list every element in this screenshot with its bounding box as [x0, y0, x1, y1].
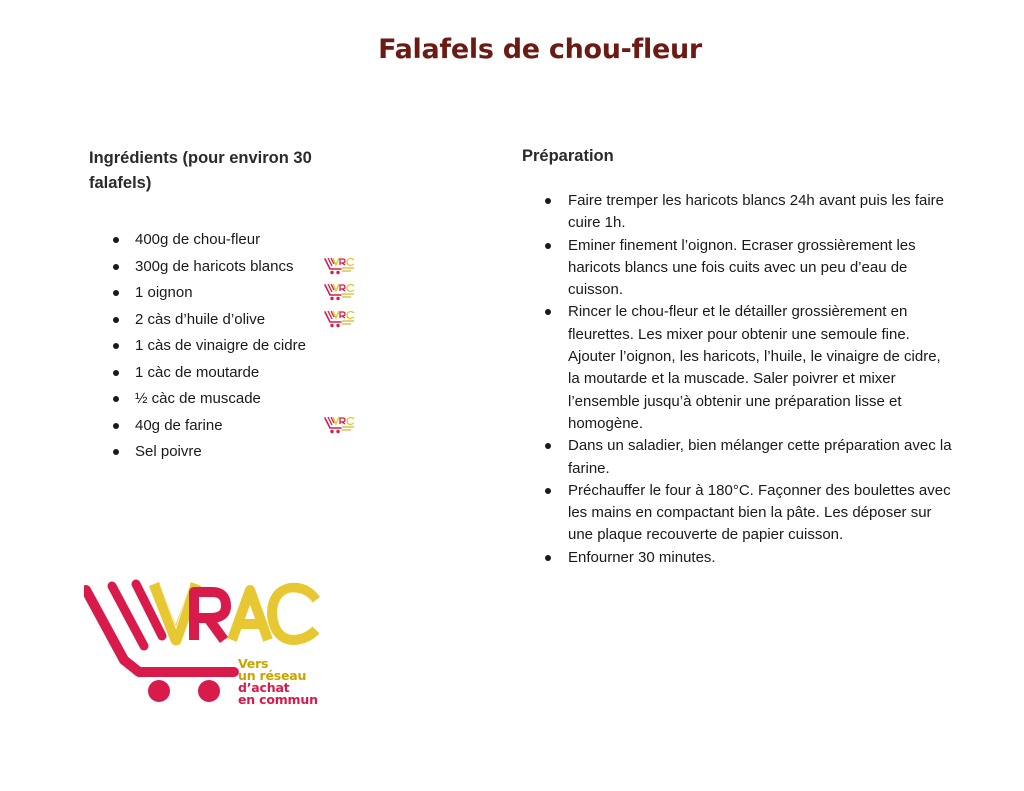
ingredient-text: 40g de farine	[135, 416, 223, 434]
ingredient-item	[112, 388, 312, 410]
bullet-icon	[113, 264, 119, 270]
ingredient-text: 1 oignon	[135, 284, 193, 301]
preparation-steps-list	[544, 190, 954, 569]
ingredient-item	[112, 256, 312, 278]
bullet-icon	[545, 243, 551, 249]
step-text: Rincer le chou-fleur et le détailler grossièrement en fleurettes. Les mixer pour obtenir une semoule fine. Ajouter l’oignon, les haricots, l’huile, le vinaigre de cidre, la moutarde et la muscade. Saler poivrer et mixer l’ensemble jusqu’à obtenir une préparation lisse et homogène.	[568, 303, 941, 432]
ingredient-text: 400g de chou-fleur	[135, 231, 261, 248]
ingredients-heading: Ingrédients (pour environ 30 falafels)	[89, 149, 312, 192]
logo-tagline	[238, 658, 318, 706]
ingredient-item	[112, 362, 312, 384]
logo-tagline-line: d’achat	[238, 680, 290, 695]
bullet-icon	[113, 317, 119, 323]
preparation-step	[544, 235, 954, 302]
bullet-icon	[545, 309, 551, 315]
vrac-mini-logo-icon	[324, 282, 356, 302]
ingredient-item	[112, 441, 312, 463]
step-text: Enfourner 30 minutes.	[568, 548, 716, 566]
page-title: Falafels de chou-fleur	[378, 34, 702, 65]
ingredient-text: ½ càc de muscade	[135, 390, 261, 407]
ingredient-text: 1 càs de vinaigre de cidre	[135, 337, 306, 354]
ingredient-item	[112, 415, 312, 437]
preparation-step	[544, 547, 954, 569]
ingredient-text: Sel poivre	[135, 443, 202, 460]
preparation-step	[544, 435, 954, 480]
vrac-mini-logo-icon	[324, 415, 356, 435]
ingredient-item	[112, 229, 312, 251]
ingredient-text: 300g de haricots blancs	[135, 257, 294, 275]
bullet-icon	[113, 449, 119, 455]
step-text: Eminer finement l’oignon. Ecraser grossièrement les haricots blancs une fois cuits avec un peu d’eau de cuisson.	[568, 236, 916, 299]
vrac-mini-logo-icon	[324, 256, 356, 276]
ingredient-text: 1 càc de moutarde	[135, 363, 260, 381]
ingredients-list	[112, 229, 312, 468]
bullet-icon	[113, 290, 119, 296]
step-text: Dans un saladier, bien mélanger cette préparation avec la farine.	[568, 437, 952, 477]
bullet-icon	[545, 198, 551, 204]
ingredient-item	[112, 335, 312, 357]
logo-tagline-line: Vers	[238, 656, 269, 671]
bullet-icon	[113, 343, 119, 349]
step-text: Préchauffer le four à 180°C. Façonner des boulettes avec les mains en compactant bien la pâte. Les déposer sur une plaque recouverte de papier cuisson.	[568, 481, 951, 544]
bullet-icon	[113, 423, 119, 429]
ingredient-text: 2 càs d’huile d’olive	[135, 310, 266, 328]
bullet-icon	[545, 555, 551, 561]
ingredient-item	[112, 282, 312, 304]
preparation-step	[544, 301, 954, 435]
bullet-icon	[113, 370, 119, 376]
vrac-mini-logo-icon	[324, 309, 356, 329]
step-text: Faire tremper les haricots blancs 24h avant puis les faire cuire 1h.	[568, 192, 945, 232]
preparation-step	[544, 190, 954, 235]
bullet-icon	[545, 443, 551, 449]
preparation-step	[544, 480, 954, 547]
logo-tagline-line: en commun	[238, 692, 318, 707]
logo-tagline-line: un réseau	[238, 668, 307, 683]
bullet-icon	[113, 237, 119, 243]
bullet-icon	[545, 488, 551, 494]
vrac-wordmark	[154, 584, 316, 640]
bullet-icon	[113, 396, 119, 402]
preparation-heading: Préparation	[522, 147, 614, 165]
ingredient-item	[112, 309, 312, 331]
